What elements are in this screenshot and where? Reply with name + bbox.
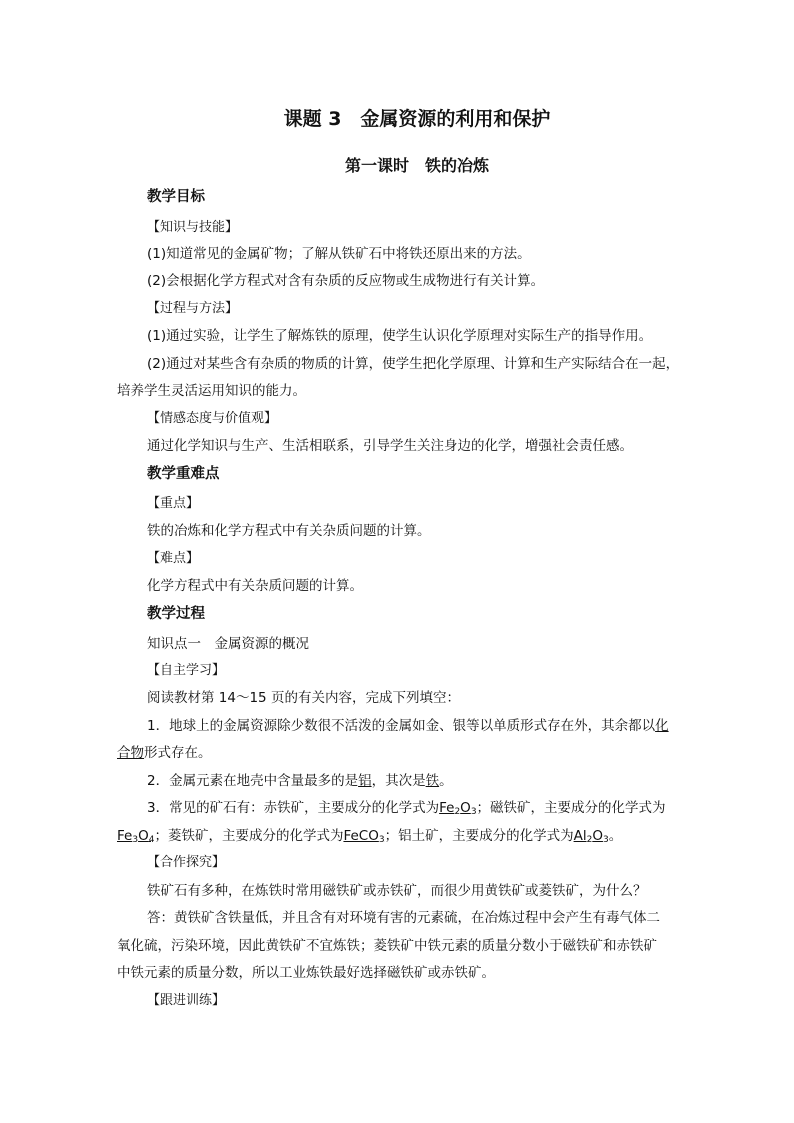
heading-teaching-goals: 教学目标: [147, 189, 205, 205]
blank-answer: 合物: [117, 745, 144, 761]
label-difficulty: 【难点】: [147, 551, 200, 566]
formula-al2o3: $Al_2O_3$: [573, 828, 609, 845]
heading-key-points: 教学重难点: [147, 466, 220, 482]
lesson-subtitle: 第一课时 铁的冶炼: [344, 156, 489, 175]
text-answer-1: 答：黄铁矿含铁量低，并且含有对环境有害的元素硫，在冶炼过程中会产生有毒气体二: [147, 910, 660, 926]
question-3-line-2: $Fe_3O_4$；菱铁矿，主要成分的化学式为FeCO$_3$；铝土矿，主要成分的化学式为$Al_2O_3$。: [117, 828, 623, 845]
formula-fe3o4: $Fe_3O_4$: [117, 828, 155, 845]
text-difficulty-1: 化学方程式中有关杂质问题的计算。: [147, 578, 363, 594]
label-follow-up: 【跟进训练】: [147, 993, 226, 1008]
text-knowledge-1: (1)知道常见的金属矿物；了解从铁矿石中将铁还原出来的方法。: [147, 246, 531, 262]
text-process-2a: (2)通过对某些含有杂质的物质的计算，使学生把化学原理、计算和生产实际结合在一起，: [147, 356, 680, 372]
question-3-line-1: 3．常见的矿石有：赤铁矿，主要成分的化学式为$Fe_2O_3$；磁铁矿，主要成分的化学式为: [147, 800, 666, 817]
text-cooperation-question: 铁矿石有多种，在炼铁时常用磁铁矿或赤铁矿，而很少用黄铁矿或菱铁矿，为什么？: [147, 883, 647, 899]
question-2: 2．金属元素在地壳中含量最多的是铝，其次是铁。: [147, 773, 453, 789]
label-cooperation: 【合作探究】: [147, 855, 226, 870]
text-answer-2: 氧化硫，污染环境，因此黄铁矿不宜炼铁；菱铁矿中铁元素的质量分数小于磁铁矿和赤铁矿: [117, 938, 657, 954]
text-knowledge-2: (2)会根据化学方程式对含有杂质的反应物或生成物进行有关计算。: [147, 273, 545, 289]
label-key: 【重点】: [147, 496, 200, 511]
label-self-study: 【自主学习】: [147, 663, 226, 678]
formula-fe2o3: $Fe_2O_3$: [439, 800, 477, 817]
text-answer-3: 中铁元素的质量分数，所以工业炼铁最好选择磁铁矿或赤铁矿。: [117, 965, 495, 981]
text-key-1: 铁的冶炼和化学方程式中有关杂质问题的计算。: [147, 523, 431, 539]
blank-answer: 化: [655, 718, 669, 734]
text-process-2b: 培养学生灵活运用知识的能力。: [117, 383, 306, 399]
label-emotion: 【情感态度与价值观】: [147, 411, 278, 426]
label-process: 【过程与方法】: [147, 301, 239, 316]
heading-teaching-process: 教学过程: [147, 606, 205, 622]
formula-feco3: FeCO$_3$: [343, 828, 385, 845]
question-1-line-1: 1．地球上的金属资源除少数很不活泼的金属如金、银等以单质形式存在外，其余都以化: [147, 718, 669, 734]
text-process-1: (1)通过实验，让学生了解炼铁的原理，使学生认识化学原理对实际生产的指导作用。: [147, 328, 653, 344]
blank-answer: 铝: [358, 773, 372, 789]
label-knowledge: 【知识与技能】: [147, 220, 239, 235]
text-knowledge-point: 知识点一 金属资源的概况: [147, 636, 309, 652]
text-emotion-1: 通过化学知识与生产、生活相联系，引导学生关注身边的化学，增强社会责任感。: [147, 438, 633, 454]
blank-answer: 铁: [425, 773, 440, 789]
text-reading-instruction: 阅读教材第 14～15 页的有关内容，完成下列填空：: [147, 690, 460, 706]
question-1-line-2: 合物形式存在。: [117, 745, 212, 761]
lesson-title: 课题 3 金属资源的利用和保护: [283, 108, 551, 130]
